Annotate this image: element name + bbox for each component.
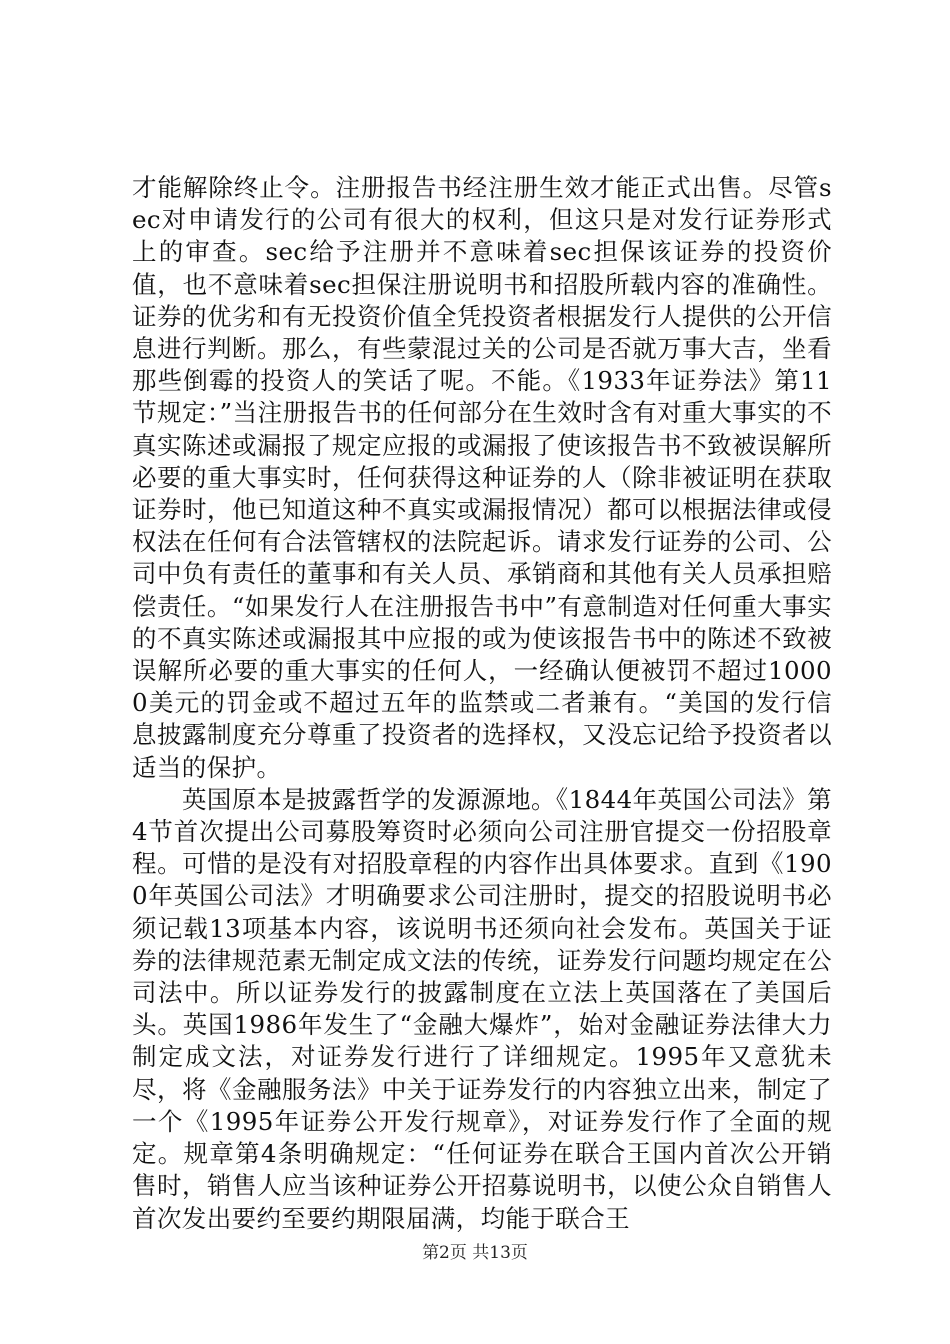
page-footer: 第2页 共13页: [422, 1243, 528, 1263]
paragraph-1: 才能解除终止令。注册报告书经注册生效才能正式出售。尽管sec对申请发行的公司有很大的权利，但这只是对发行证券形式上的审查。sec给予注册并不意味着sec担保该证券的投资价值，也不意味着sec担保注册说明书和招股所载内容的准确性。证券的优劣和有无投资价值全凭投资者根据发行人提供的公开信息进行判断。那么，有些蒙混过关的公司是否就万事大吉，坐看那些倒霉的投资人的笑话了呢。不能。《1933年证券法》第11节规定：”当注册报告书的任何部分在生效时含有对重大事实的不真实陈述或漏报了规定应报的或漏报了使该报告书不致被误解所必要的重大事实时，任何获得这种证券的人（除非被证明在获取证券时，他已知道这种不真实或漏报情况）都可以根据法律或侵权法在任何有合法管辖权的法院起诉。请求发行证券的公司、公司中负有责任的董事和有关人员、承销商和其他有关人员承担赔偿责任。“如果发行人在注册报告书中”有意制造对任何重大事实的不真实陈述或漏报其中应报的或为使该报告书中的陈述不致被误解所必要的重大事实的任何人，一经确认便被罚不超过10000美元的罚金或不超过五年的监禁或二者兼有。“美国的发行信息披露制度充分尊重了投资者的选择权，又没忘记给予投资者以适当的保护。: [132, 173, 832, 782]
paragraph-2: 英国原本是披露哲学的发源源地。《1844年英国公司法》第4节首次提出公司募股筹资时必须向公司注册官提交一份招股章程。可惜的是没有对招股章程的内容作出具体要求。直到《1900年英国公司法》才明确要求公司注册时，提交的招股说明书必须记载13项基本内容，该说明书还须向社会发布。英国关于证券的法律规范素无制定成文法的传统，证券发行问题均规定在公司法中。所以证券发行的披露制度在立法上英国落在了美国后头。英国1986年发生了“金融大爆炸”，始对金融证券法律大力制定成文法，对证券发行进行了详细规定。1995年又意犹未尽，将《金融服务法》中关于证券发行的内容独立出来，制定了一个《1995年证券公开发行规章》，对证券发行作了全面的规定。规章第4条明确规定：“任何证券在联合王国内首次公开销售时，销售人应当该种证券公开招募说明书，以使公众自销售人首次发出要约至要约期限届满，均能于联合王: [132, 784, 832, 1233]
body-text: [132, 172, 832, 1235]
